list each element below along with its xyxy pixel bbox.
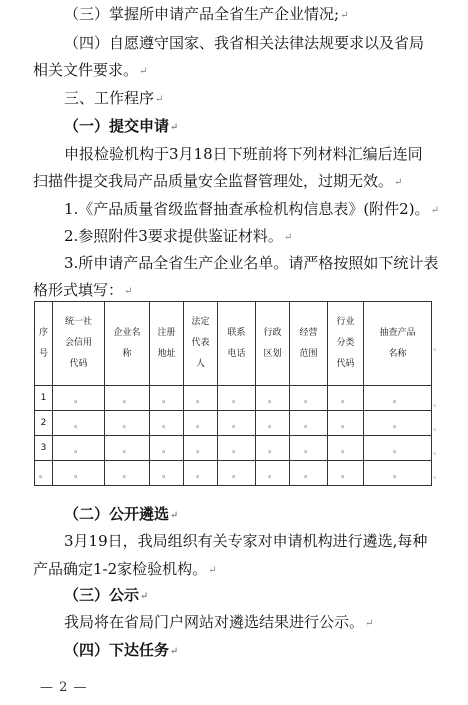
table-cell: 。 [184, 411, 218, 436]
table-cell: 。 [218, 411, 256, 436]
section-heading [64, 88, 163, 110]
table-cell: 。 [184, 461, 218, 486]
paragraph-line [33, 171, 402, 193]
table-header-row [35, 302, 432, 386]
header-cell-registered-address: 注册 地址 [150, 302, 184, 386]
header-cell-industry-code: 行业 分类 代码 [328, 302, 364, 386]
row-end-mark: 。 [433, 399, 443, 409]
line-text: 3月19日，我局组织有关专家对申请机构进行遴选,每种 [64, 532, 428, 550]
list-item [64, 226, 292, 248]
table-cell: 。 [150, 411, 184, 436]
table-row [35, 436, 432, 461]
page-number: — 2 — [40, 680, 88, 695]
table-cell: 。 [105, 411, 150, 436]
list-item [64, 253, 438, 273]
table-cell: 。 [53, 436, 105, 461]
table-row [35, 386, 432, 411]
subsection-heading [64, 640, 178, 662]
table-cell: 。 [150, 386, 184, 411]
table-row [35, 411, 432, 436]
table-cell: 。 [53, 386, 105, 411]
table-cell: 。 [364, 411, 432, 436]
table-cell: 。 [53, 411, 105, 436]
paragraph-mark: ↵ [394, 177, 403, 188]
table-cell: 。 [256, 386, 290, 411]
line-text: 扫描件提交我局产品质量安全监督管理处，过期无效。 [33, 172, 394, 190]
line-text: （四）自愿遵守国家、我省相关法律法规要求以及省局 [64, 34, 425, 52]
list-item [64, 199, 439, 221]
paragraph-line [64, 33, 424, 53]
line-text: （三）公示 [64, 586, 140, 604]
subsection-heading [64, 116, 178, 138]
header-cell-admin-division: 行政 区划 [256, 302, 290, 386]
table-cell: 。 [328, 386, 364, 411]
line-text: 格形式填写： [33, 281, 124, 299]
line-text: 相关文件要求。 [33, 61, 139, 79]
table-cell: 。 [290, 436, 328, 461]
header-cell-business-scope: 经营 范围 [290, 302, 328, 386]
table-cell: 。 [184, 436, 218, 461]
paragraph-mark: ↵ [170, 510, 179, 521]
line-text: 2.参照附件3要求提供鉴证材料。 [64, 227, 283, 245]
table-cell: 。 [256, 411, 290, 436]
paragraph-mark: ↵ [170, 646, 179, 657]
paragraph-line [33, 280, 132, 302]
table-cell: 。 [105, 386, 150, 411]
paragraph-mark: ↵ [430, 205, 439, 216]
table-cell: 。 [150, 436, 184, 461]
line-text: 产品确定1-2家检验机构。 [33, 560, 208, 578]
paragraph-mark: ↵ [365, 618, 374, 629]
table-cell: 。 [328, 411, 364, 436]
table-cell: 。 [290, 461, 328, 486]
row-end-mark: 。 [433, 343, 443, 353]
paragraph-mark: ↵ [208, 565, 217, 576]
table-cell: 。 [290, 386, 328, 411]
line-text: （三）掌握所申请产品全省生产企业情况; [64, 5, 340, 23]
paragraph-mark: ↵ [140, 591, 149, 602]
table-cell: 。 [218, 386, 256, 411]
table-cell: 。 [105, 436, 150, 461]
line-text: 3.所申请产品全省生产企业名单。请严格按照如下统计表 [64, 254, 439, 272]
paragraph-mark: ↵ [139, 66, 148, 77]
row-end-mark: 。 [433, 471, 443, 481]
line-text: 我局将在省局门户网站对遴选结果进行公示。 [64, 613, 365, 631]
header-cell-serial: 序 号 [35, 302, 53, 386]
header-cell-credit-code: 统一社 会信用 代码 [53, 302, 105, 386]
paragraph-mark: ↵ [124, 286, 133, 297]
line-text: （二）公开遴选 [64, 505, 170, 523]
table-cell: 。 [364, 461, 432, 486]
line-text: 三、工作程序 [64, 89, 155, 107]
table-cell: 。 [35, 461, 53, 486]
table-cell: 。 [364, 386, 432, 411]
paragraph-mark: ↵ [340, 10, 349, 21]
table-cell: 。 [364, 436, 432, 461]
subsection-heading [64, 585, 148, 607]
paragraph-line [33, 60, 147, 82]
table-cell: 。 [256, 461, 290, 486]
row-end-mark: 。 [433, 423, 443, 433]
table-cell: 。 [290, 411, 328, 436]
table-cell: 。 [53, 461, 105, 486]
table-cell: 2 [35, 411, 53, 436]
subsection-heading [64, 504, 178, 526]
line-text: 1.《产品质量省级监督抽查承检机构信息表》(附件2)。 [64, 200, 430, 218]
paragraph-line [64, 144, 423, 164]
table-cell: 1 [35, 386, 53, 411]
line-text: （一）提交申请 [64, 117, 170, 135]
header-cell-company-name: 企业名 称 [105, 302, 150, 386]
header-cell-phone: 联系 电话 [218, 302, 256, 386]
table-cell: 。 [184, 386, 218, 411]
line-text: 申报检验机构于3月18日下班前将下列材料汇编后连同 [64, 145, 423, 163]
paragraph-line [64, 531, 427, 551]
table-cell: 。 [218, 461, 256, 486]
paragraph-line [64, 612, 373, 634]
paragraph-mark: ↵ [283, 232, 293, 243]
row-end-mark: 。 [433, 447, 443, 457]
paragraph-line [64, 4, 348, 26]
table-cell: 。 [150, 461, 184, 486]
table-cell: 。 [256, 436, 290, 461]
table-row [35, 461, 432, 486]
table-cell: 。 [105, 461, 150, 486]
table-cell: 。 [328, 436, 364, 461]
paragraph-mark: ↵ [170, 122, 179, 133]
table-cell: 。 [218, 436, 256, 461]
table-cell: 3 [35, 436, 53, 461]
line-text: （四）下达任务 [64, 641, 170, 659]
header-cell-product-name: 抽查产品 名称 [364, 302, 432, 386]
paragraph-line [33, 559, 217, 581]
enterprise-list-table [34, 301, 432, 486]
table-cell: 。 [328, 461, 364, 486]
header-cell-legal-representative: 法定 代表 人 [184, 302, 218, 386]
paragraph-mark: ↵ [155, 94, 164, 105]
